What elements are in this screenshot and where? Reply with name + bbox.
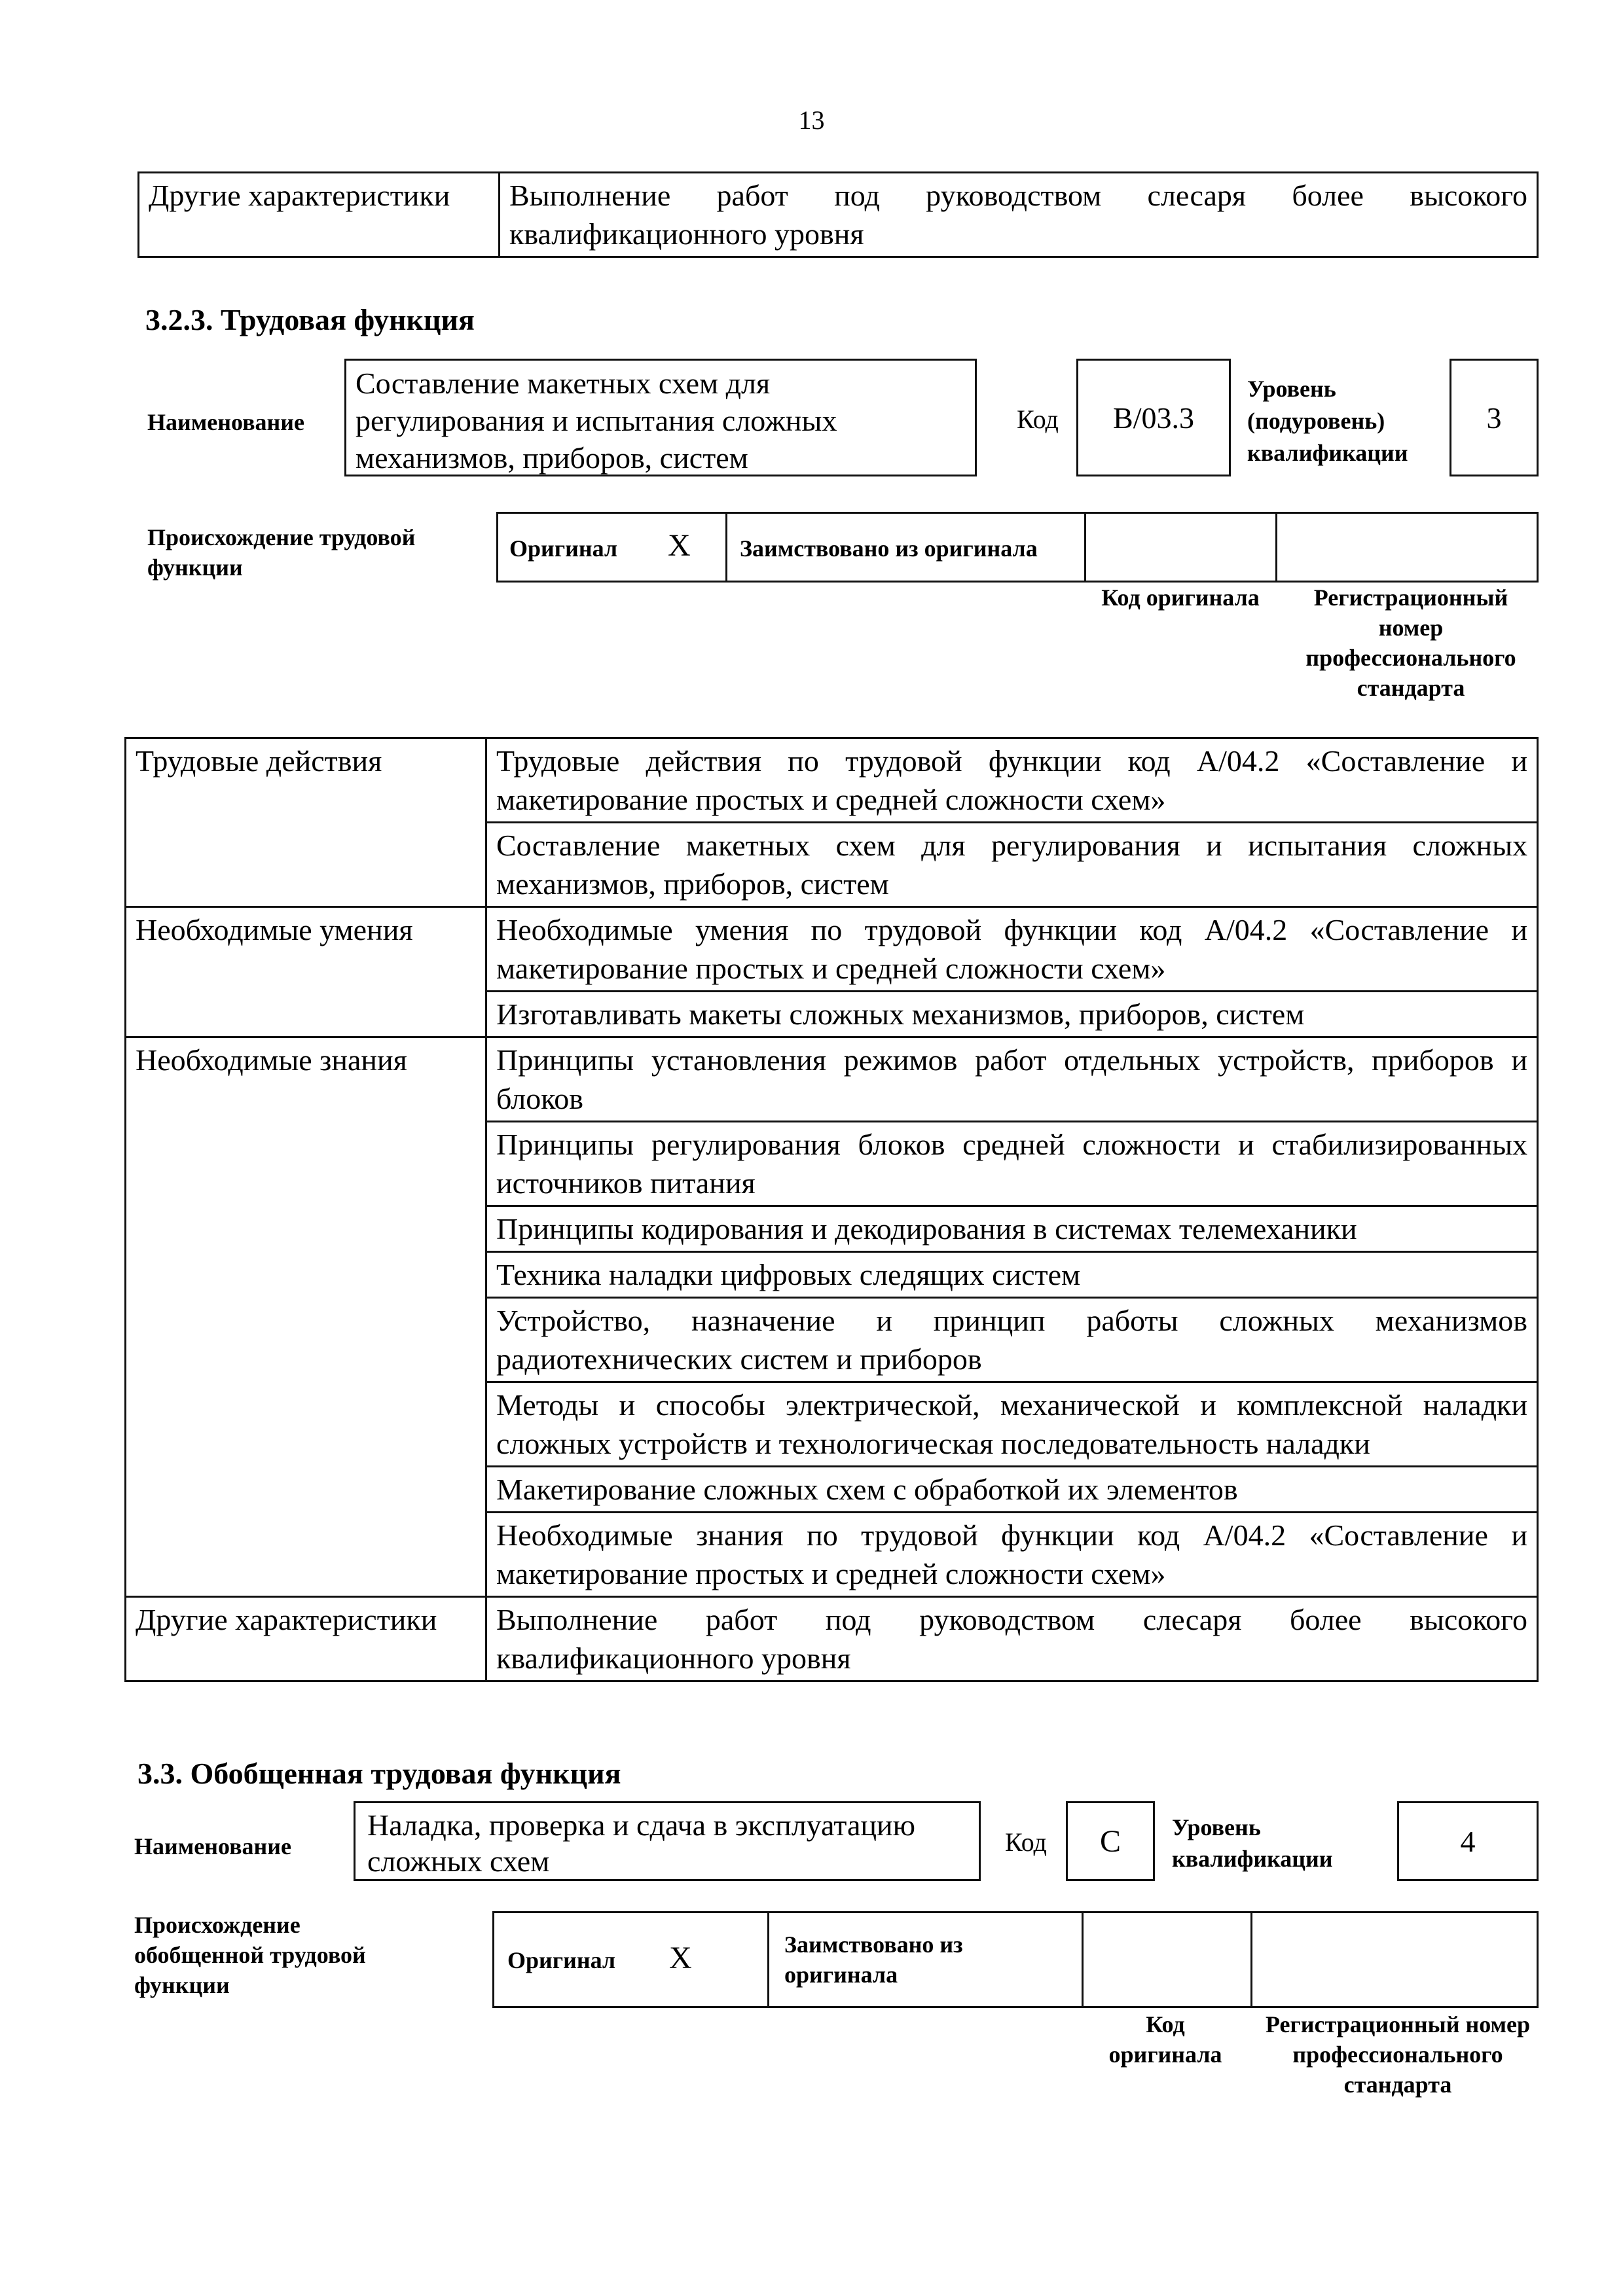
top-characteristics-table [137,171,1539,258]
section-323-name-value: Составление макетных схем для регулирования и испытания сложных механизмов, приборов, систем [344,359,977,476]
main-function-table [124,737,1539,1682]
section-33-code-value: С [1066,1801,1155,1881]
table-cell: Изготавливать макеты сложных механизмов, приборов, систем [486,992,1538,1037]
table-cell: Техника наладки цифровых следящих систем [486,1252,1538,1298]
section-33-level-value: 4 [1397,1801,1539,1881]
section-33-level-label: Уровень квалификации [1172,1814,1333,1872]
table-cell: Принципы установления режимов работ отдельных устройств, приборов и блоков [486,1037,1538,1122]
section-33-name-value: Наладка, проверка и сдача в эксплуатацию сложных схем [354,1801,981,1881]
table-cell: Выполнение работ под руководством слесаря более высокого квалификационного уровня [486,1597,1538,1681]
section-323-code-label: Код [1017,404,1059,434]
section-323-level-label: Уровень (подуровень) квалификации [1247,376,1408,466]
section-33-original-label: Оригинал [507,1947,616,1973]
section-33-borrowed-label: Заимствовано из оригинала [784,1931,963,1988]
section-33-code-original-caption: Код оригинала [1108,2011,1222,2068]
page-number: 13 [798,105,825,135]
section-323-borrowed-label: Заимствовано из оригинала [740,535,1038,562]
section-323-code-value: B/03.3 [1076,359,1231,476]
table-label-skills: Необходимые умения [126,907,486,1037]
section-323-name-label: Наименование [147,409,304,435]
section-323-code-original-caption: Код оригинала [1101,584,1260,611]
table-label-actions: Трудовые действия [126,738,486,907]
top-table-value: Выполнение работ под руководством слесаря более высокого квалификационного уровня [500,173,1538,257]
section-323-original-label: Оригинал [509,535,618,562]
table-cell: Необходимые умения по трудовой функции код А/04.2 «Составление и макетирование простых и средней сложности схем» [486,907,1538,992]
section-323-reg-number-caption: Регистрационный номер профессионального стандарта [1305,584,1516,701]
section-33-code-label: Код [1005,1827,1047,1857]
table-cell: Составление макетных схем для регулирования и испытания сложных механизмов, приборов, систем [486,823,1538,907]
section-323-origin-label: Происхождение трудовой функции [147,524,416,581]
section-323-heading: 3.2.3. Трудовая функция [145,303,475,336]
table-cell: Устройство, назначение и принцип работы сложных механизмов радиотехнических систем и приборов [486,1298,1538,1382]
table-label-other: Другие характеристики [126,1597,486,1681]
section-33-heading: 3.3. Обобщенная трудовая функция [137,1757,621,1790]
table-cell: Методы и способы электрической, механической и комплексной наладки сложных устройств и технологическая последовательность наладки [486,1382,1538,1467]
top-table-label: Другие характеристики [139,173,500,257]
section-33-name-label: Наименование [134,1833,291,1859]
table-cell: Трудовые действия по трудовой функции код А/04.2 «Составление и макетирование простых и средней сложности схем» [486,738,1538,823]
section-323-level-value: 3 [1450,359,1539,476]
section-33-original-mark: X [669,1941,692,1975]
table-cell: Принципы кодирования и декодирования в системах телемеханики [486,1206,1538,1252]
section-33-origin-label: Происхождение обобщенной трудовой функции [134,1912,366,1998]
section-33-reg-number-caption: Регистрационный номер профессионального стандарта [1265,2011,1531,2098]
table-cell: Принципы регулирования блоков средней сложности и стабилизированных источников питания [486,1122,1538,1206]
section-323-original-mark: X [668,528,691,563]
table-label-knowledge: Необходимые знания [126,1037,486,1597]
table-cell: Необходимые знания по трудовой функции код А/04.2 «Составление и макетирование простых и средней сложности схем» [486,1513,1538,1597]
table-cell: Макетирование сложных схем с обработкой их элементов [486,1467,1538,1513]
